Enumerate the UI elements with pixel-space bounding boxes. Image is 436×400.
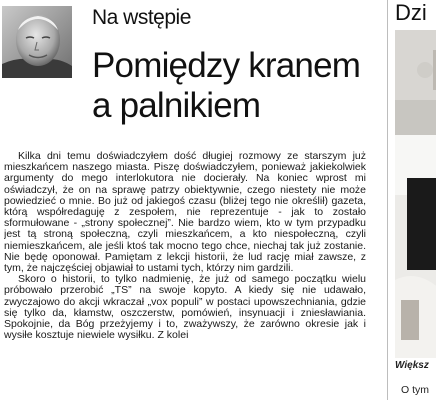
sidebar-title: Dzi [395,0,427,25]
article-paragraph-1: Kilka dni temu doświadczyłem dość długiej rozmowy ze starszym już mieszkańcem naszego miasta. Piszę doświadczyłem, ponieważ jakiekolwiek argumenty do mego interlokutora nie docierały. Na koniec wprost mi oświadczył, że on na sprawę patrzy obiektywnie, czego niestety nie może powiedzieć o mnie. Bo już od jakiegoś czasu (bliżej tego nie określił) gazeta, którą współredaguję z zespołem, nie reprezentuje - jak to zostało sformułowane - „strony społecznej”. Nie bardzo wiem, kto w tym przypadku jest tą stroną społeczną, czyli mieszkańcem, a kto niespołeczną, czyli niemieszkańcem, ale jeśli ktoś tak mocno tego chce, niechaj tak już zostanie. Nie będę oponował. Pamiętam z lekcji historii, że lud rację miał zawsze, z tym, że najczęściej objawiał to ustami tych, którzy nim gardzili. [4,151,366,275]
column-divider [387,0,388,400]
article-headline [92,46,382,126]
author-photo [2,6,72,78]
author-portrait-icon [2,6,72,78]
winter-scene-icon [395,30,436,358]
headline-line-1: Pomiędzy kranem [92,46,361,85]
sidebar-photo [395,30,436,358]
article-body [4,151,366,400]
sidebar-text: O tym [401,384,429,396]
headline-line-2: a palnikiem [92,86,261,125]
sidebar-column [393,0,436,400]
article-paragraph-2: Skoro o historii, to tylko nadmienię, że już od samego początku wielu próbowało przerobić „TS” na swoje kopyto. A kiedy się nie udawało, zwyczajowo do akcji wkraczał „vox populi” w postaci upowszechniania, gdzie się tylko da, kłamstw, oszczerstw, pomówień, insynuacji i zniesławiania. Spokojnie, da Bóg przeżyjemy i to, zważywszy, że zarówno okresie jak i wysiłe kosztuje niewiele wysiłku. Z kolei [4,273,366,342]
section-label: Na wstępie [92,6,191,29]
sidebar-caption: Większ [395,360,429,371]
